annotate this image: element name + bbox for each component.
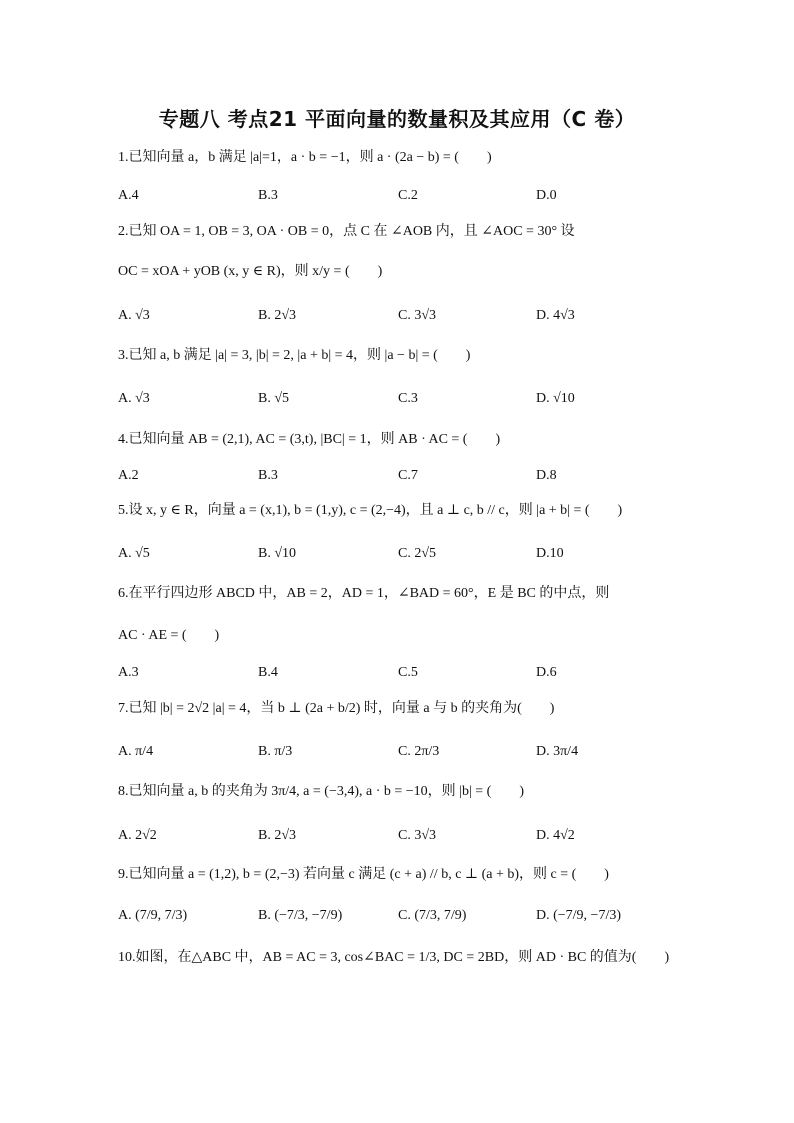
question-6-option-c: C.5	[398, 665, 418, 680]
question-3-option-c: C.3	[398, 391, 418, 406]
question-3-text: 3.已知 a, b 满足 |a| = 3, |b| = 2, |a + b| = 4，则 |a − b| = ( )	[118, 348, 471, 363]
question-2-option-d: D. 4√3	[536, 308, 575, 323]
question-8-option-a: A. 2√2	[118, 828, 157, 843]
question-6-text-line-1: 6.在平行四边形 ABCD 中，AB = 2，AD = 1，∠BAD = 60°，E 是 BC 的中点，则	[118, 586, 610, 601]
question-6-text-line-2: AC · AE = ( )	[118, 628, 220, 643]
question-2-option-b: B. 2√3	[258, 308, 297, 323]
question-6-option-a: A.3	[118, 665, 139, 680]
question-5-option-d: D.10	[536, 546, 564, 561]
question-8-text: 8.已知向量 a, b 的夹角为 3π/4, a = (−3,4), a · b = −10，则 |b| = ( )	[118, 784, 524, 799]
question-5-option-b: B. √10	[258, 546, 297, 561]
question-1-text: 1.已知向量 a，b 满足 |a|=1，a · b = −1，则 a · (2a − b) = ( )	[118, 150, 492, 165]
question-3-option-b: B. √5	[258, 391, 290, 406]
question-6-option-d: D.6	[536, 665, 557, 680]
question-1-option-c: C.2	[398, 188, 418, 203]
question-4-option-b: B.3	[258, 468, 278, 483]
page-title: 专题八 考点21 平面向量的数量积及其应用（C 卷）	[158, 107, 636, 131]
question-7-option-c: C. 2π/3	[398, 744, 440, 759]
question-4-option-d: D.8	[536, 468, 557, 483]
question-4-text: 4.已知向量 AB = (2,1), AC = (3,t), |BC| = 1，则 AB · AC = ( )	[118, 432, 501, 447]
question-2-text-line-1: 2.已知 OA = 1, OB = 3, OA · OB = 0，点 C 在 ∠AOB 内，且 ∠AOC = 30° 设	[118, 224, 575, 239]
question-8-option-b: B. 2√3	[258, 828, 297, 843]
question-9-option-a: A. (7/9, 7/3)	[118, 908, 188, 923]
question-1-option-a: A.4	[118, 188, 139, 203]
question-3-option-d: D. √10	[536, 391, 575, 406]
question-5-option-c: C. 2√5	[398, 546, 437, 561]
question-9-option-c: C. (7/3, 7/9)	[398, 908, 467, 923]
question-2-option-c: C. 3√3	[398, 308, 437, 323]
question-9-text: 9.已知向量 a = (1,2), b = (2,−3) 若向量 c 满足 (c + a) // b, c ⊥ (a + b)，则 c = ( )	[118, 867, 609, 882]
question-7-option-a: A. π/4	[118, 744, 154, 759]
question-4-option-a: A.2	[118, 468, 139, 483]
question-4-option-c: C.7	[398, 468, 418, 483]
question-3-option-a: A. √3	[118, 391, 150, 406]
question-2-option-a: A. √3	[118, 308, 150, 323]
question-5-option-a: A. √5	[118, 546, 150, 561]
question-8-option-d: D. 4√2	[536, 828, 575, 843]
question-10-text: 10.如图，在△ABC 中，AB = AC = 3, cos∠BAC = 1/3, DC = 2BD，则 AD · BC 的值为( )	[118, 950, 670, 965]
question-7-option-d: D. 3π/4	[536, 744, 579, 759]
question-1-option-d: D.0	[536, 188, 557, 203]
question-7-text: 7.已知 |b| = 2√2 |a| = 4，当 b ⊥ (2a + b/2) 时，向量 a 与 b 的夹角为( )	[118, 701, 555, 716]
question-8-option-c: C. 3√3	[398, 828, 437, 843]
question-7-option-b: B. π/3	[258, 744, 293, 759]
question-9-option-b: B. (−7/3, −7/9)	[258, 908, 343, 923]
question-1-option-b: B.3	[258, 188, 278, 203]
question-9-option-d: D. (−7/9, −7/3)	[536, 908, 622, 923]
question-5-text: 5.设 x, y ∈ R，向量 a = (x,1), b = (1,y), c = (2,−4)，且 a ⊥ c, b // c，则 |a + b| = ( )	[118, 503, 623, 518]
question-6-option-b: B.4	[258, 665, 278, 680]
question-2-text-line-2: OC = xOA + yOB (x, y ∈ R)，则 x/y = ( )	[118, 264, 383, 279]
